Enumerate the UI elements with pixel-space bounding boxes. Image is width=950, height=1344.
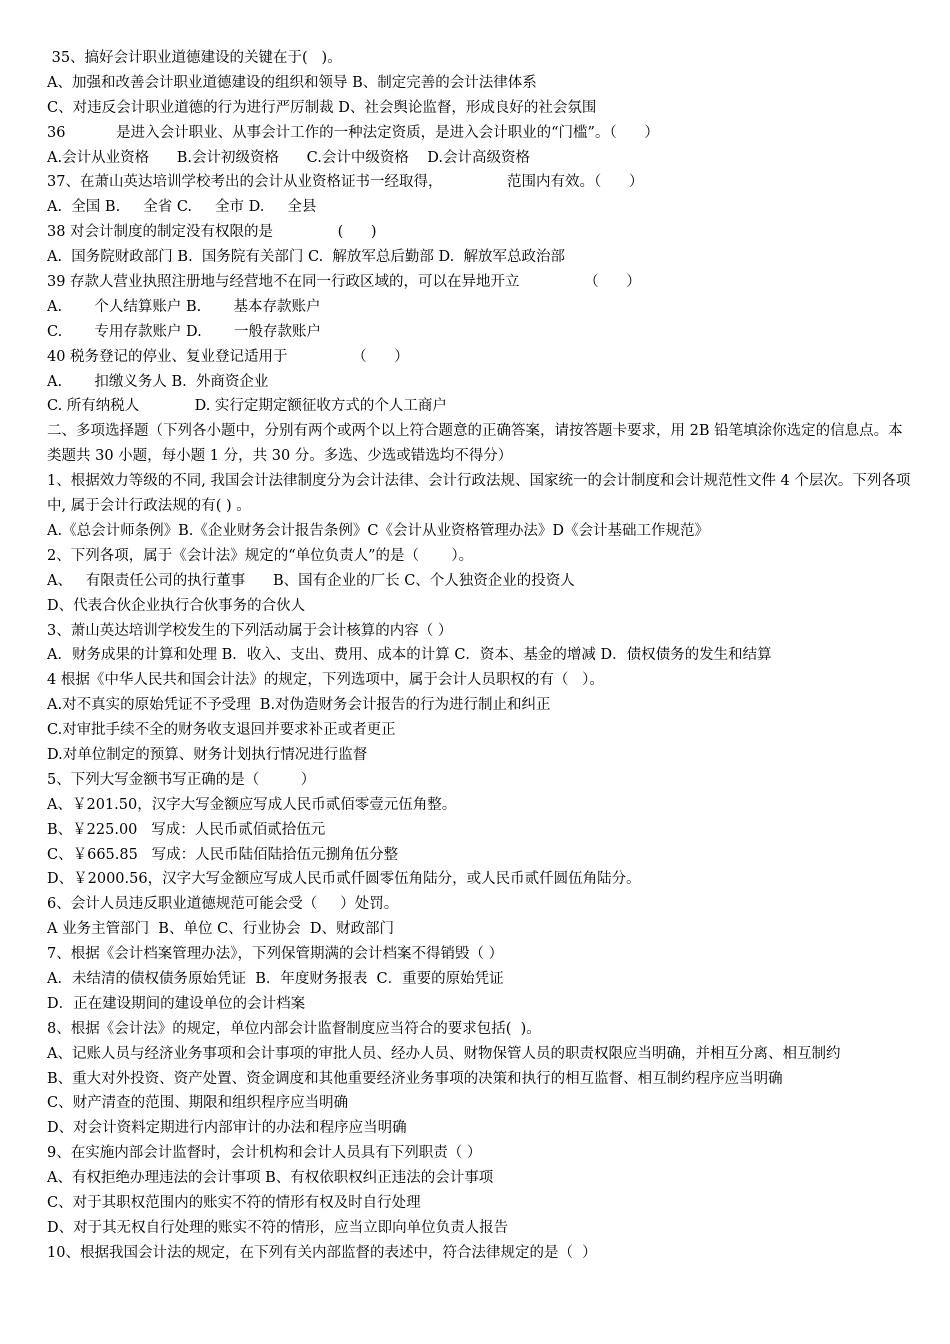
mc-question-4-option-d: D.对单位制定的预算、财务计划执行情况进行监督 [47, 747, 368, 763]
mc-question-2: 2、下列各项，属于《会计法》规定的“单位负责人”的是（ ）。 [47, 547, 474, 564]
mc-question-6: 6、会计人员违反职业道德规范可能会受（ ）处罚。 [47, 896, 399, 913]
mc-question-9-option-c: C、对于其职权范围内的账实不符的情形有权及时自行处理 [47, 1195, 421, 1212]
question-40-options-ab: A. 扣缴义务人 B. 外商资企业 [47, 373, 269, 390]
question-39: 39 存款人营业执照注册地与经营地不在同一行政区域的，可以在异地开立 （ ） [47, 274, 641, 291]
mc-question-8-option-b: B、重大对外投资、资产处置、资金调度和其他重要经济业务事项的决策和执行的相互监督、相互制约程序应当明确 [47, 1070, 783, 1087]
mc-question-8-option-c: C、财产清查的范围、期限和组织程序应当明确 [47, 1095, 349, 1112]
mc-question-4: 4 根据《中华人民共和国会计法》的规定，下列选项中，属于会计人员职权的有（ ）。 [47, 672, 604, 689]
mc-question-4-option-c: C.对审批手续不全的财务收支退回并要求补正或者更正 [47, 722, 396, 739]
mc-question-5-option-b: B、￥225.00 写成：人民币贰佰贰拾伍元 [47, 821, 326, 838]
mc-question-8: 8、根据《会计法》的规定，单位内部会计监督制度应当符合的要求包括( )。 [47, 1020, 541, 1037]
question-40: 40 税务登记的停业、复业登记适用于 （ ） [47, 348, 409, 365]
mc-question-1-options: A.《总会计师条例》B.《企业财务会计报告条例》C《会计从业资格管理办法》D《会计基础工作规范》 [47, 522, 710, 539]
mc-question-3: 3、萧山英达培训学校发生的下列活动属于会计核算的内容（ ） [47, 622, 453, 639]
mc-question-6-options: A 业务主管部门 B、单位 C、行业协会 D、财政部门 [47, 921, 394, 938]
mc-question-9-option-d: D、对于其无权自行处理的账实不符的情形，应当立即向单位负责人报告 [47, 1219, 509, 1236]
question-38: 38 对会计制度的制定没有权限的是 ( ) [47, 224, 377, 241]
mc-question-5-option-a: A、￥201.50，汉字大写金额应写成人民币贰佰零壹元伍角整。 [47, 796, 457, 813]
question-39-options-cd: C. 专用存款账户 D. 一般存款账户 [47, 323, 322, 340]
question-36-options: A.会计从业资格 B.会计初级资格 C.会计中级资格 D.会计高级资格 [47, 149, 530, 166]
question-40-options-cd: C. 所有纳税人 D. 实行定期定额征收方式的个人工商户 [47, 398, 447, 415]
question-35: 35、搞好会计职业道德建设的关键在于( )。 [47, 50, 342, 66]
mc-question-10: 10、根据我国会计法的规定，在下列有关内部监督的表述中，符合法律规定的是（ ） [47, 1244, 597, 1261]
question-37: 37、在萧山英达培训学校考出的会计从业资格证书一经取得， 范围内有效。（ ） [47, 174, 644, 191]
mc-question-8-option-d: D、对会计资料定期进行内部审计的办法和程序应当明确 [47, 1120, 407, 1137]
mc-question-5-option-c: C、￥665.85 写成：人民币陆佰陆拾伍元捌角伍分整 [47, 846, 399, 863]
question-35-options-cd: C、对违反会计职业道德的行为进行严厉制裁 D、社会舆论监督，形成良好的社会氛围 [47, 99, 597, 116]
mc-question-7: 7、根据《会计档案管理办法》，下列保管期满的会计档案不得销毁（ ） [47, 946, 504, 963]
mc-question-9-options-ab: A、有权拒绝办理违法的会计事项 B、有权依职权纠正违法的会计事项 [47, 1170, 494, 1187]
mc-question-5: 5、下列大写金额书写正确的是（ ） [47, 771, 316, 788]
question-39-options-ab: A. 个人结算账户 B. 基本存款账户 [47, 298, 321, 315]
question-35-options-ab: A、加强和改善会计职业道德建设的组织和领导 B、制定完善的会计法律体系 [47, 74, 537, 91]
mc-question-1: 1、根据效力等级的不同, 我国会计法律制度分为会计法律、会计行政法规、国家统一的会计制度和会计规范性文件 4 个层次。下列各项中, 属于会计行政法规的有( ) 。 [47, 473, 911, 515]
mc-question-7-options-abc: A．未结清的债权债务原始凭证 B．年度财务报表 C．重要的原始凭证 [47, 971, 504, 988]
mc-question-2-option-d: D、代表合伙企业执行合伙事务的合伙人 [47, 597, 306, 614]
section-heading-multiple-choice: 二、多项选择题（下列各小题中，分别有两个或两个以上符合题意的正确答案，请按答题卡要求，用 2B 铅笔填涂你选定的信息点。本类题共 30 小题，每小题 1 分，共 30 分。多选、少选或错选均不得分） [47, 423, 903, 465]
document-page [47, 46, 912, 1266]
mc-question-2-options-abc: A、 有限责任公司的执行董事 B、国有企业的厂长 C、个人独资企业的投资人 [47, 572, 575, 589]
mc-question-5-option-d: D、￥2000.56，汉字大写金额应写成人民币贰仟圆零伍角陆分，或人民币贰仟圆伍角陆分。 [47, 871, 641, 888]
mc-question-3-options: A．财务成果的计算和处理 B．收入、支出、费用、成本的计算 C．资本、基金的增减 D．债权债务的发生和结算 [47, 647, 772, 664]
question-37-options: A. 全国 B. 全省 C. 全市 D. 全县 [47, 199, 317, 216]
mc-question-8-option-a: A、记账人员与经济业务事项和会计事项的审批人员、经办人员、财物保管人员的职责权限应当明确，并相互分离、相互制约 [47, 1045, 841, 1062]
mc-question-9: 9、在实施内部会计监督时，会计机构和会计人员具有下列职责（ ） [47, 1145, 482, 1162]
question-38-options: A. 国务院财政部门 B. 国务院有关部门 C. 解放军总后勤部 D. 解放军总政治部 [47, 249, 565, 266]
question-36: 36 是进入会计职业、从事会计工作的一种法定资质，是进入会计职业的“门槛”。（ ） [47, 124, 659, 141]
mc-question-7-option-d: D．正在建设期间的建设单位的会计档案 [47, 995, 306, 1012]
mc-question-4-options-ab: A.对不真实的原始凭证不予受理 B.对伪造财务会计报告的行为进行制止和纠正 [47, 697, 551, 714]
